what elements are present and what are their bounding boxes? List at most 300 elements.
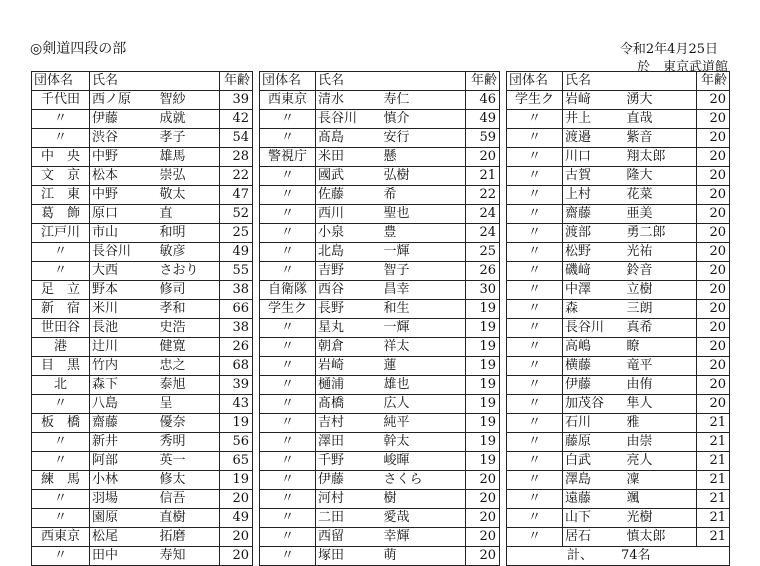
first-name-cell: 和生 xyxy=(382,300,466,319)
age-cell: 19 xyxy=(220,471,253,490)
last-name-cell: 髙橋 xyxy=(316,395,382,414)
age-cell: 20 xyxy=(697,262,730,281)
last-name-cell: 髙島 xyxy=(316,129,382,148)
table-row xyxy=(507,224,730,243)
team-cell: 〃 xyxy=(507,414,563,433)
age-cell: 20 xyxy=(220,528,253,547)
last-name-cell: 吉村 xyxy=(316,414,382,433)
last-name-cell: 森 xyxy=(563,300,625,319)
first-name-cell: 立樹 xyxy=(625,281,697,300)
table-row xyxy=(507,281,730,300)
first-name-cell: 希 xyxy=(382,186,466,205)
age-cell: 20 xyxy=(697,224,730,243)
team-cell: 学生ク xyxy=(507,91,563,110)
age-cell: 22 xyxy=(220,167,253,186)
team-cell: 〃 xyxy=(260,186,316,205)
table-row xyxy=(32,319,253,338)
first-name-cell: 翔太郎 xyxy=(625,148,697,167)
table-row xyxy=(507,395,730,414)
first-name-cell: 安行 xyxy=(382,129,466,148)
table-row xyxy=(260,148,500,167)
table-row xyxy=(32,224,253,243)
team-cell: 〃 xyxy=(260,395,316,414)
roster-table-3 xyxy=(506,71,730,566)
age-cell: 20 xyxy=(697,205,730,224)
first-name-cell: 鈴音 xyxy=(625,262,697,281)
table-row xyxy=(32,433,253,452)
table-row xyxy=(507,186,730,205)
total-label: 計、 xyxy=(567,548,594,563)
team-cell: 江 東 xyxy=(32,186,90,205)
table-row xyxy=(507,319,730,338)
first-name-cell: 懸 xyxy=(382,148,466,167)
last-name-cell: 渡部 xyxy=(563,224,625,243)
last-name-cell: 阿部 xyxy=(90,452,158,471)
first-name-cell: 光祐 xyxy=(625,243,697,262)
team-cell: 〃 xyxy=(507,205,563,224)
age-cell: 43 xyxy=(220,395,253,414)
table-row xyxy=(32,471,253,490)
age-cell: 25 xyxy=(466,243,500,262)
first-name-cell: 英一 xyxy=(158,452,220,471)
team-cell: 〃 xyxy=(507,395,563,414)
age-cell: 20 xyxy=(697,376,730,395)
last-name-cell: 居石 xyxy=(563,528,625,547)
last-name-cell: 古賀 xyxy=(563,167,625,186)
age-cell: 19 xyxy=(466,338,500,357)
last-name-cell: 西ノ原 xyxy=(90,91,158,110)
team-cell: 〃 xyxy=(260,471,316,490)
age-cell: 21 xyxy=(697,471,730,490)
table-row xyxy=(260,471,500,490)
first-name-cell: 峻暉 xyxy=(382,452,466,471)
last-name-cell: 河村 xyxy=(316,490,382,509)
table-row xyxy=(260,547,500,566)
column-header-team: 団体名 xyxy=(507,72,563,91)
date-line: 令和2年4月25日 xyxy=(619,42,718,57)
last-name-cell: 伊藤 xyxy=(563,376,625,395)
first-name-cell: 亮人 xyxy=(625,452,697,471)
age-cell: 68 xyxy=(220,357,253,376)
column-header-age: 年齢 xyxy=(697,72,730,91)
last-name-cell: 高嶋 xyxy=(563,338,625,357)
first-name-cell: 智子 xyxy=(382,262,466,281)
first-name-cell: 祥太 xyxy=(382,338,466,357)
team-cell: 〃 xyxy=(32,433,90,452)
team-cell: 港 xyxy=(32,338,90,357)
first-name-cell: 紫音 xyxy=(625,129,697,148)
first-name-cell: 寿知 xyxy=(158,547,220,566)
last-name-cell: 佐藤 xyxy=(316,186,382,205)
age-cell: 49 xyxy=(466,110,500,129)
table-row xyxy=(507,300,730,319)
first-name-cell: 三朗 xyxy=(625,300,697,319)
team-cell: 足 立 xyxy=(32,281,90,300)
age-cell: 54 xyxy=(220,129,253,148)
team-cell: 〃 xyxy=(507,300,563,319)
age-cell: 22 xyxy=(466,186,500,205)
last-name-cell: 岩崎 xyxy=(316,357,382,376)
team-cell: 〃 xyxy=(507,509,563,528)
last-name-cell: 川口 xyxy=(563,148,625,167)
last-name-cell: 千野 xyxy=(316,452,382,471)
age-cell: 26 xyxy=(220,338,253,357)
last-name-cell: 國武 xyxy=(316,167,382,186)
first-name-cell: 修太 xyxy=(158,471,220,490)
age-cell: 65 xyxy=(220,452,253,471)
table-row xyxy=(32,262,253,281)
age-cell: 20 xyxy=(220,547,253,566)
table-row xyxy=(260,528,500,547)
first-name-cell: 直樹 xyxy=(158,509,220,528)
team-cell: 〃 xyxy=(507,110,563,129)
team-cell: 〃 xyxy=(507,471,563,490)
table-row xyxy=(260,300,500,319)
last-name-cell: 清水 xyxy=(316,91,382,110)
table-row xyxy=(260,395,500,414)
last-name-cell: 西川 xyxy=(316,205,382,224)
team-cell: 〃 xyxy=(507,224,563,243)
team-cell: 葛 飾 xyxy=(32,205,90,224)
first-name-cell: 湧大 xyxy=(625,91,697,110)
team-cell: 文 京 xyxy=(32,167,90,186)
last-name-cell: 中澤 xyxy=(563,281,625,300)
age-cell: 24 xyxy=(466,205,500,224)
first-name-cell: 孝子 xyxy=(158,129,220,148)
table-row xyxy=(507,243,730,262)
last-name-cell: 岩﨑 xyxy=(563,91,625,110)
table-row xyxy=(260,110,500,129)
table-row xyxy=(32,338,253,357)
age-cell: 47 xyxy=(220,186,253,205)
first-name-cell: 和明 xyxy=(158,224,220,243)
last-name-cell: 山下 xyxy=(563,509,625,528)
first-name-cell: 花菜 xyxy=(625,186,697,205)
first-name-cell: 慎太郎 xyxy=(625,528,697,547)
table-row xyxy=(260,414,500,433)
team-cell: 〃 xyxy=(32,395,90,414)
table-row xyxy=(507,129,730,148)
first-name-cell: 優奈 xyxy=(158,414,220,433)
last-name-cell: 齋藤 xyxy=(90,414,158,433)
last-name-cell: 竹内 xyxy=(90,357,158,376)
table-row xyxy=(507,433,730,452)
first-name-cell: 豊 xyxy=(382,224,466,243)
age-cell: 19 xyxy=(466,319,500,338)
team-cell: 〃 xyxy=(260,110,316,129)
first-name-cell: 由侑 xyxy=(625,376,697,395)
last-name-cell: 長池 xyxy=(90,319,158,338)
last-name-cell: 長谷川 xyxy=(316,110,382,129)
last-name-cell: 澤島 xyxy=(563,471,625,490)
last-name-cell: 米田 xyxy=(316,148,382,167)
last-name-cell: 井上 xyxy=(563,110,625,129)
last-name-cell: 朝倉 xyxy=(316,338,382,357)
table-row xyxy=(507,490,730,509)
table-row xyxy=(507,262,730,281)
table-row xyxy=(32,300,253,319)
team-cell: 〃 xyxy=(260,509,316,528)
first-name-cell: 健寛 xyxy=(158,338,220,357)
first-name-cell: 信吾 xyxy=(158,490,220,509)
age-cell: 26 xyxy=(466,262,500,281)
first-name-cell: 光樹 xyxy=(625,509,697,528)
age-cell: 39 xyxy=(220,91,253,110)
age-cell: 20 xyxy=(697,281,730,300)
table-row xyxy=(260,243,500,262)
age-cell: 30 xyxy=(466,281,500,300)
last-name-cell: 遠藤 xyxy=(563,490,625,509)
first-name-cell: 寿仁 xyxy=(382,91,466,110)
age-cell: 25 xyxy=(220,224,253,243)
last-name-cell: 白武 xyxy=(563,452,625,471)
last-name-cell: 上村 xyxy=(563,186,625,205)
age-cell: 21 xyxy=(697,414,730,433)
last-name-cell: 北島 xyxy=(316,243,382,262)
age-cell: 49 xyxy=(220,509,253,528)
team-cell: 警視庁 xyxy=(260,148,316,167)
team-cell: 〃 xyxy=(507,281,563,300)
table-row xyxy=(507,110,730,129)
team-cell: 〃 xyxy=(507,167,563,186)
age-cell: 21 xyxy=(697,509,730,528)
team-cell: 〃 xyxy=(507,338,563,357)
first-name-cell: 泰旭 xyxy=(158,376,220,395)
last-name-cell: 二田 xyxy=(316,509,382,528)
team-cell: 〃 xyxy=(260,129,316,148)
team-cell: 世田谷 xyxy=(32,319,90,338)
venue-line: 於 東京武道館 xyxy=(636,60,728,75)
team-cell: 新 宿 xyxy=(32,300,90,319)
team-cell: 〃 xyxy=(260,205,316,224)
first-name-cell: 樹 xyxy=(382,490,466,509)
table-row xyxy=(260,433,500,452)
table-row xyxy=(260,186,500,205)
age-cell: 66 xyxy=(220,300,253,319)
roster-table-2 xyxy=(259,71,500,566)
table-row xyxy=(260,509,500,528)
team-cell: 〃 xyxy=(507,452,563,471)
table-row xyxy=(260,452,500,471)
table-row xyxy=(32,490,253,509)
last-name-cell: 西留 xyxy=(316,528,382,547)
table-row xyxy=(260,224,500,243)
first-name-cell: 蓮 xyxy=(382,357,466,376)
last-name-cell: 中野 xyxy=(90,148,158,167)
table-row xyxy=(507,338,730,357)
column-header-name: 氏名 xyxy=(563,72,697,91)
first-name-cell: 雄也 xyxy=(382,376,466,395)
first-name-cell: 隼人 xyxy=(625,395,697,414)
table-row xyxy=(507,452,730,471)
table-row xyxy=(32,110,253,129)
team-cell: 〃 xyxy=(260,528,316,547)
team-cell: 〃 xyxy=(507,357,563,376)
first-name-cell: 勇二郎 xyxy=(625,224,697,243)
age-cell: 52 xyxy=(220,205,253,224)
last-name-cell: 市山 xyxy=(90,224,158,243)
team-cell: 〃 xyxy=(32,110,90,129)
age-cell: 20 xyxy=(697,319,730,338)
first-name-cell: 幸輝 xyxy=(382,528,466,547)
first-name-cell: 崇弘 xyxy=(158,167,220,186)
last-name-cell: 米川 xyxy=(90,300,158,319)
age-cell: 19 xyxy=(466,414,500,433)
last-name-cell: 磯﨑 xyxy=(563,262,625,281)
age-cell: 20 xyxy=(697,186,730,205)
team-cell: 学生ク xyxy=(260,300,316,319)
table-row xyxy=(32,129,253,148)
last-name-cell: 中野 xyxy=(90,186,158,205)
age-cell: 20 xyxy=(697,110,730,129)
first-name-cell: さおり xyxy=(158,262,220,281)
team-cell: 〃 xyxy=(260,243,316,262)
table-row xyxy=(507,471,730,490)
last-name-cell: 藤原 xyxy=(563,433,625,452)
last-name-cell: 加茂谷 xyxy=(563,395,625,414)
team-cell: 〃 xyxy=(260,167,316,186)
age-cell: 28 xyxy=(220,148,253,167)
first-name-cell: 純平 xyxy=(382,414,466,433)
age-cell: 19 xyxy=(466,376,500,395)
last-name-cell: 松尾 xyxy=(90,528,158,547)
team-cell: 〃 xyxy=(507,433,563,452)
team-cell: 〃 xyxy=(32,129,90,148)
first-name-cell: 昌幸 xyxy=(382,281,466,300)
last-name-cell: 新井 xyxy=(90,433,158,452)
last-name-cell: 樋浦 xyxy=(316,376,382,395)
first-name-cell: 忠之 xyxy=(158,357,220,376)
age-cell: 20 xyxy=(466,490,500,509)
table-row xyxy=(260,376,500,395)
table-row xyxy=(507,376,730,395)
age-cell: 19 xyxy=(466,395,500,414)
team-cell: 〃 xyxy=(260,433,316,452)
age-cell: 20 xyxy=(697,338,730,357)
team-cell: 〃 xyxy=(507,490,563,509)
team-cell: 〃 xyxy=(32,243,90,262)
last-name-cell: 星丸 xyxy=(316,319,382,338)
team-cell: 〃 xyxy=(260,319,316,338)
table-row xyxy=(507,528,730,547)
last-name-cell: 八島 xyxy=(90,395,158,414)
first-name-cell: 由崇 xyxy=(625,433,697,452)
first-name-cell: 直哉 xyxy=(625,110,697,129)
last-name-cell: 長谷川 xyxy=(90,243,158,262)
first-name-cell: 凜 xyxy=(625,471,697,490)
last-name-cell: 長野 xyxy=(316,300,382,319)
age-cell: 19 xyxy=(466,357,500,376)
table-row xyxy=(260,281,500,300)
last-name-cell: 西谷 xyxy=(316,281,382,300)
team-cell: 北 xyxy=(32,376,90,395)
table-row xyxy=(32,167,253,186)
page-title: ◎剣道四段の部 xyxy=(30,41,127,57)
age-cell: 20 xyxy=(697,357,730,376)
last-name-cell: 野本 xyxy=(90,281,158,300)
age-cell: 20 xyxy=(697,91,730,110)
first-name-cell: 史浩 xyxy=(158,319,220,338)
team-cell: 〃 xyxy=(260,490,316,509)
first-name-cell: 敬太 xyxy=(158,186,220,205)
team-cell: 〃 xyxy=(507,528,563,547)
age-cell: 24 xyxy=(466,224,500,243)
table-row xyxy=(507,205,730,224)
first-name-cell: 直 xyxy=(158,205,220,224)
age-cell: 20 xyxy=(697,167,730,186)
team-cell: 〃 xyxy=(260,262,316,281)
team-cell: 中 央 xyxy=(32,148,90,167)
team-cell: 〃 xyxy=(32,452,90,471)
table-row xyxy=(260,319,500,338)
total-count: 74名 xyxy=(621,548,651,563)
last-name-cell: 石川 xyxy=(563,414,625,433)
last-name-cell: 森下 xyxy=(90,376,158,395)
first-name-cell: 孝和 xyxy=(158,300,220,319)
table-row xyxy=(32,528,253,547)
last-name-cell: 伊藤 xyxy=(316,471,382,490)
first-name-cell: 颯 xyxy=(625,490,697,509)
age-cell: 56 xyxy=(220,433,253,452)
team-cell: 〃 xyxy=(32,509,90,528)
team-cell: 〃 xyxy=(260,547,316,566)
last-name-cell: 塚田 xyxy=(316,547,382,566)
team-cell: 〃 xyxy=(260,338,316,357)
age-cell: 20 xyxy=(466,547,500,566)
first-name-cell: 修司 xyxy=(158,281,220,300)
table-row xyxy=(32,357,253,376)
first-name-cell: 広人 xyxy=(382,395,466,414)
first-name-cell: 萌 xyxy=(382,547,466,566)
table-row xyxy=(32,243,253,262)
last-name-cell: 伊藤 xyxy=(90,110,158,129)
age-cell: 20 xyxy=(220,490,253,509)
first-name-cell: 弘樹 xyxy=(382,167,466,186)
last-name-cell: 齋藤 xyxy=(563,205,625,224)
last-name-cell: 園原 xyxy=(90,509,158,528)
age-cell: 21 xyxy=(697,528,730,547)
table-row xyxy=(260,262,500,281)
age-cell: 20 xyxy=(697,395,730,414)
team-cell: 板 橋 xyxy=(32,414,90,433)
age-cell: 20 xyxy=(697,300,730,319)
team-cell: 〃 xyxy=(507,319,563,338)
age-cell: 21 xyxy=(466,167,500,186)
team-cell: 〃 xyxy=(32,547,90,566)
age-cell: 20 xyxy=(697,148,730,167)
first-name-cell: さくら xyxy=(382,471,466,490)
total-row xyxy=(507,547,730,566)
last-name-cell: 大西 xyxy=(90,262,158,281)
first-name-cell: 秀明 xyxy=(158,433,220,452)
first-name-cell: 幹太 xyxy=(382,433,466,452)
age-cell: 42 xyxy=(220,110,253,129)
team-cell: 西東京 xyxy=(260,91,316,110)
first-name-cell: 一輝 xyxy=(382,243,466,262)
last-name-cell: 小泉 xyxy=(316,224,382,243)
column-header-name: 氏名 xyxy=(316,72,466,91)
last-name-cell: 長谷川 xyxy=(563,319,625,338)
age-cell: 55 xyxy=(220,262,253,281)
team-cell: 〃 xyxy=(260,452,316,471)
table-row xyxy=(32,509,253,528)
table-row xyxy=(260,338,500,357)
table-row xyxy=(32,547,253,566)
table-row xyxy=(507,167,730,186)
age-cell: 59 xyxy=(466,129,500,148)
age-cell: 46 xyxy=(466,91,500,110)
team-cell: 〃 xyxy=(507,376,563,395)
